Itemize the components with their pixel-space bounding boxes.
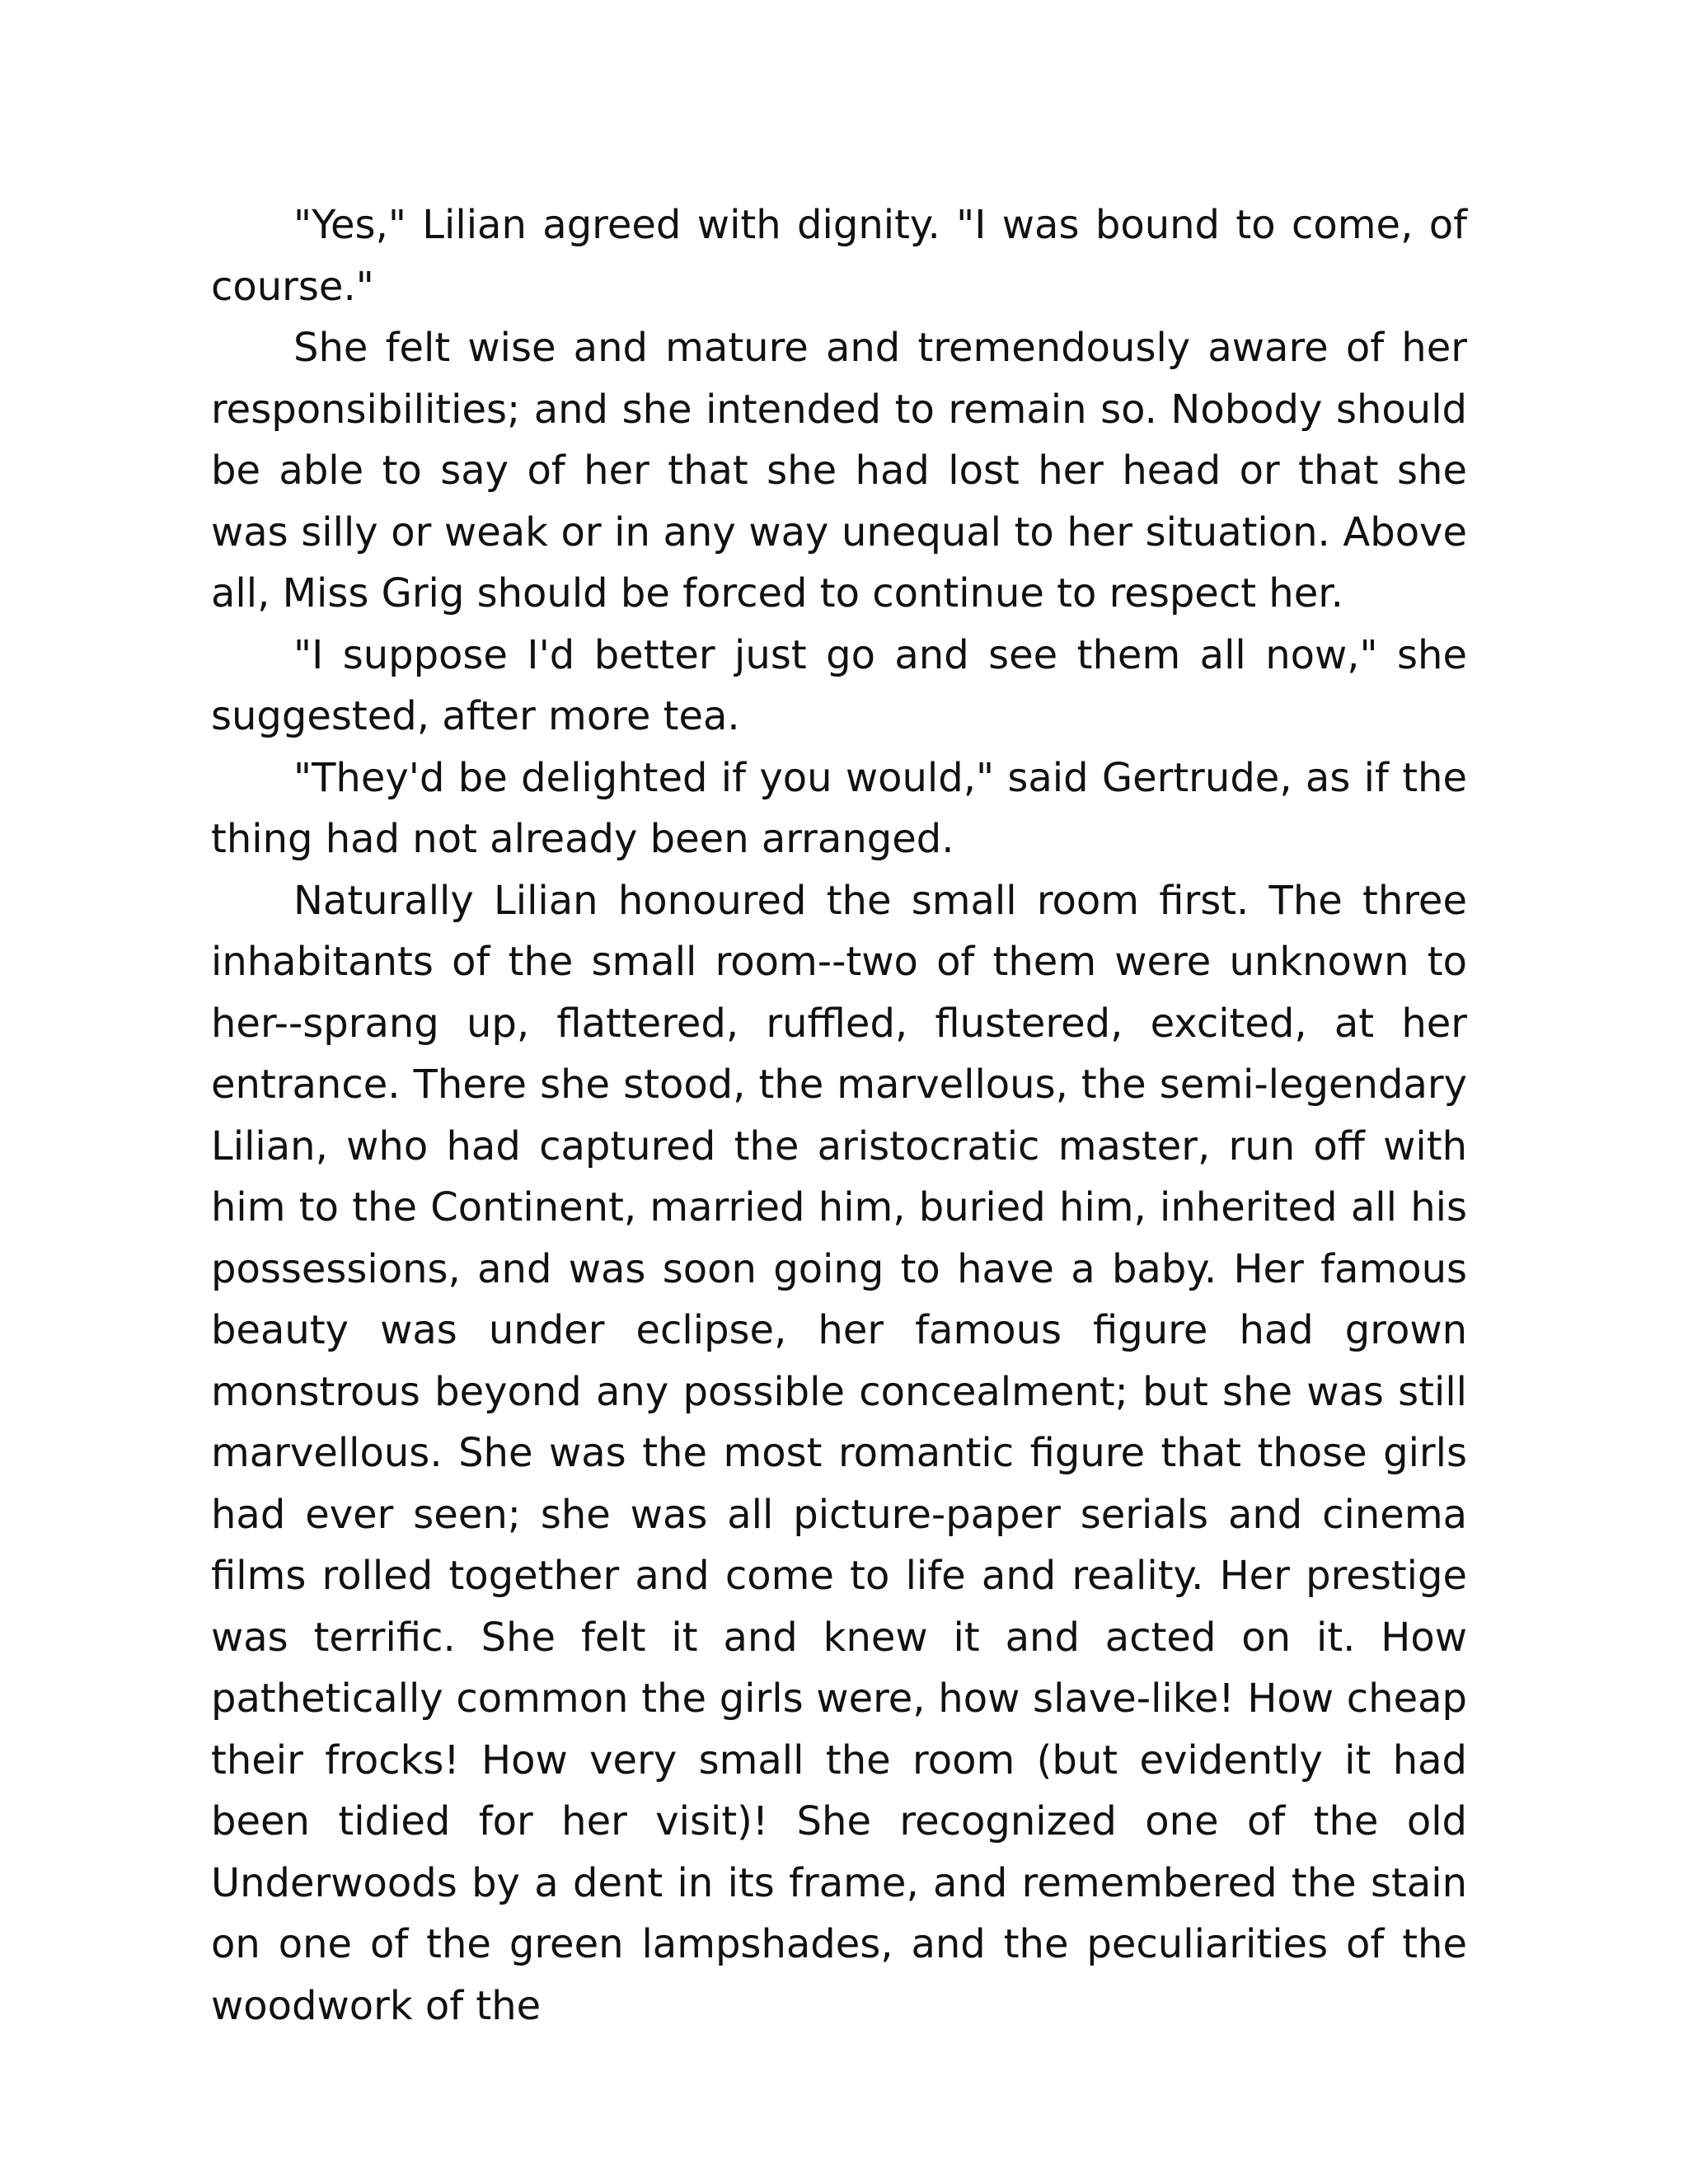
paragraph-3: "I suppose I'd better just go and see them all now," she suggested, after more tea. <box>211 631 1467 739</box>
paragraph-2: She felt wise and mature and tremendously aware of her responsibilities; and she intended to remain so. Nobody should be able to say of her that she had lost her head or that she was silly or weak or in any way unequal to her situation. Above all, Miss Grig should be forced to continue to respect her. <box>211 325 1467 616</box>
paragraph-4: "They'd be delighted if you would," said Gertrude, as if the thing had not already been arranged. <box>211 754 1467 862</box>
body-text <box>211 194 1467 2036</box>
paragraph-1: "Yes," Lilian agreed with dignity. "I was bound to come, of course." <box>211 202 1467 310</box>
paragraph-5: Naturally Lilian honoured the small room first. The three inhabitants of the small room--two of them were unknown to her--sprang up, flattered, ruffled, flustered, excited, at her entrance. There she stood, the marvellous, the semi-legendary Lilian, who had captured the aristocratic master, run off with him to the Continent, married him, buried him, inherited all his possessions, and was soon going to have a baby. Her famous beauty was under eclipse, her famous figure had grown monstrous beyond any possible concealment; but she was still marvellous. She was the most romantic figure that those girls had ever seen; she was all picture-paper serials and cinema films rolled together and come to life and reality. Her prestige was terrific. She felt it and knew it and acted on it. How pathetically common the girls were, how slave-like! How cheap their frocks! How very small the room (but evidently it had been tidied for her visit)! She recognized one of the old Underwoods by a dent in its frame, and remembered the stain on one of the green lampshades, and the peculiarities of the woodwork of the <box>211 877 1467 2029</box>
